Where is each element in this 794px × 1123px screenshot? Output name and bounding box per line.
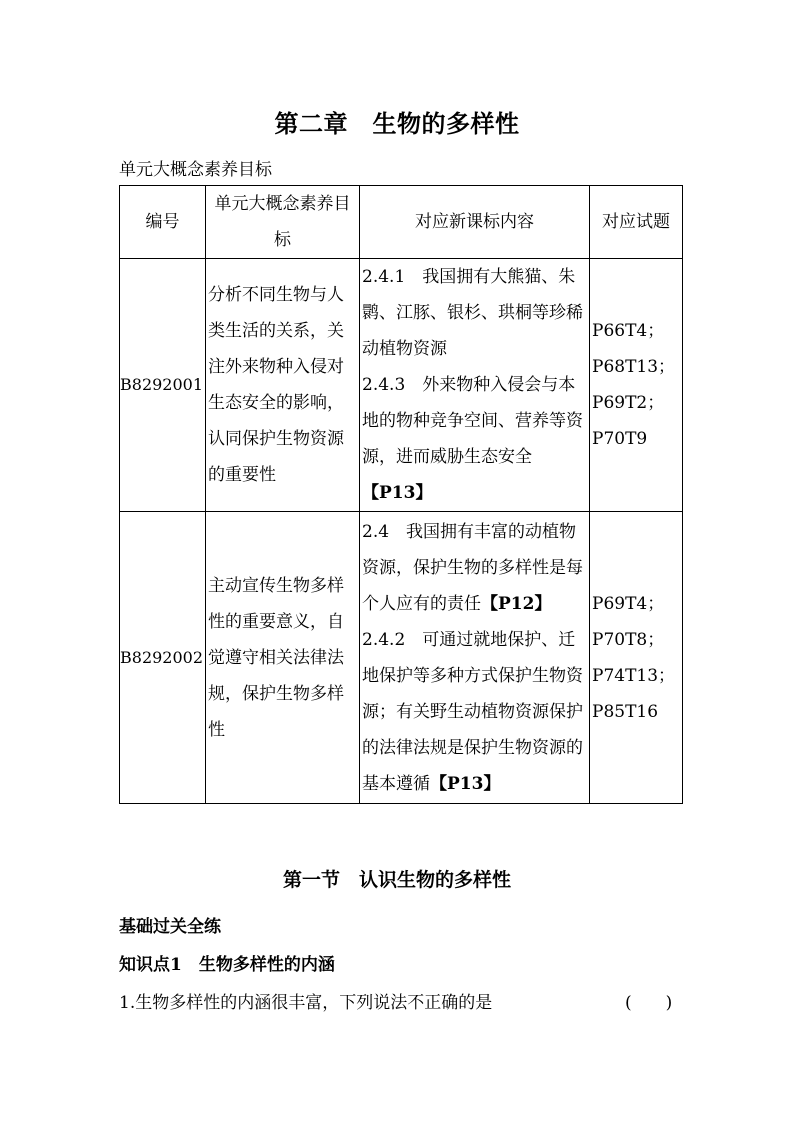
row-content [360,512,590,804]
row-tests: P69T4； P70T8； P74T13； P85T16 [590,512,683,804]
row-code: B8292002 [120,512,206,804]
answer-blank: ( ) [625,993,673,1013]
goals-table [119,185,683,804]
level-title: 基础过关全练 [119,917,221,937]
row-goal: 主动宣传生物多样性的重要意义，自觉遵守相关法律法规，保护生物多样性 [206,512,360,804]
chapter-title: 第二章 生物的多样性 [274,109,520,138]
page-reference: 【P12】 [481,593,552,614]
table-header-row [120,186,683,259]
header-code: 编号 [120,186,206,259]
row-code: B8292001 [120,259,206,512]
section-title: 第一节 认识生物的多样性 [282,869,511,891]
header-goal: 单元大概念素养目标 [206,186,360,259]
table-caption: 单元大概念素养目标 [119,160,272,180]
row-goal: 分析不同生物与人类生活的关系，关注外来物种入侵对生态安全的影响，认同保护生物资源的重要性 [206,259,360,512]
page-reference: 【P13】 [430,773,501,794]
question-1: 1.生物多样性的内涵很丰富，下列说法不正确的是 [119,993,493,1013]
row-content [360,259,590,512]
knowledge-point-title: 知识点1 生物多样性的内涵 [119,955,335,975]
header-tests: 对应试题 [590,186,683,259]
content-item: 2.4 我国拥有丰富的动植物资源，保护生物的多样性是每个人应有的责任 [362,521,584,614]
content-item: 2.4.2 可通过就地保护、迁地保护等多种方式保护生物资源；有关野生动植物资源保护的法律法规是保护生物资源的基本遵循 [362,629,584,794]
content-item: 2.4.1 我国拥有大熊猫、朱鹮、江豚、银杉、珙桐等珍稀动植物资源 [362,267,584,359]
page-reference: 【P13】 [362,483,433,503]
header-content: 对应新课标内容 [360,186,590,259]
table-row [120,512,683,804]
table-row [120,259,683,512]
row-tests: P66T4； P68T13； P69T2； P70T9 [590,259,683,512]
content-item: 2.4.3 外来物种入侵会与本地的物种竞争空间、营养等资源，进而威胁生态安全 [362,375,584,467]
